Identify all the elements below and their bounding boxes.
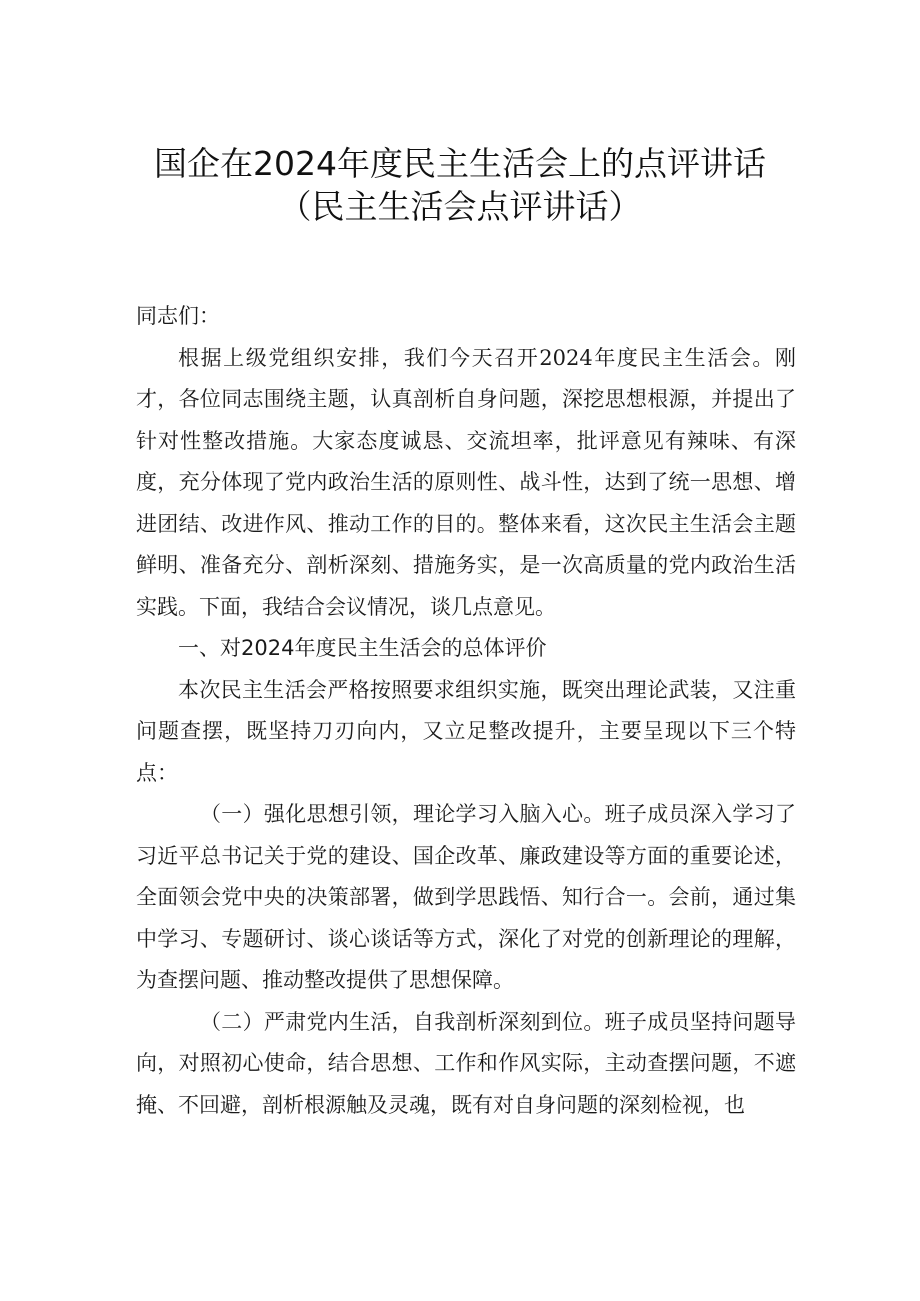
document-body	[136, 296, 796, 1126]
paragraph-point-1: （一）强化思想引领，理论学习入脑入心。班子成员深入学习了习近平总书记关于党的建设、国企改革、廉政建设等方面的重要论述，全面领会党中央的决策部署，做到学思践悟、知行合一。会前，通过集中学习、专题研讨、谈心谈话等方式，深化了对党的创新理论的理解，为查摆问题、推动整改提供了思想保障。	[136, 802, 796, 992]
paragraph-overview: 本次民主生活会严格按照要求组织实施，既突出理论武装，又注重问题查摆，既坚持刀刃向内，又立足整改提升，主要呈现以下三个特点：	[136, 677, 796, 785]
paragraph-point-2: （二）严肃党内生活，自我剖析深刻到位。班子成员坚持问题导向，对照初心使命，结合思想、工作和作风实际，主动查摆问题，不遮掩、不回避，剖析根源触及灵魂，既有对自身问题的深刻检视，也	[136, 1009, 796, 1117]
document-title: 国企在2024年度民主生活会上的点评讲话	[154, 144, 766, 183]
salutation: 同志们：	[136, 304, 220, 328]
section-heading-1: 一、对2024年度民主生活会的总体评价	[178, 636, 547, 660]
paragraph-intro: 根据上级党组织安排，我们今天召开2024年度民主生活会。刚才，各位同志围绕主题，认真剖析自身问题，深挖思想根源，并提出了针对性整改措施。大家态度诚恳、交流坦率，批评意见有辣味、有深度，充分体现了党内政治生活的原则性、战斗性，达到了统一思想、增进团结、改进作风、推动工作的目的。整体来看，这次民主生活会主题鲜明、准备充分、剖析深刻、措施务实，是一次高质量的党内政治生活实践。下面，我结合会议情况，谈几点意见。	[136, 345, 796, 619]
document-subtitle: （民主生活会点评讲话）	[278, 187, 642, 226]
